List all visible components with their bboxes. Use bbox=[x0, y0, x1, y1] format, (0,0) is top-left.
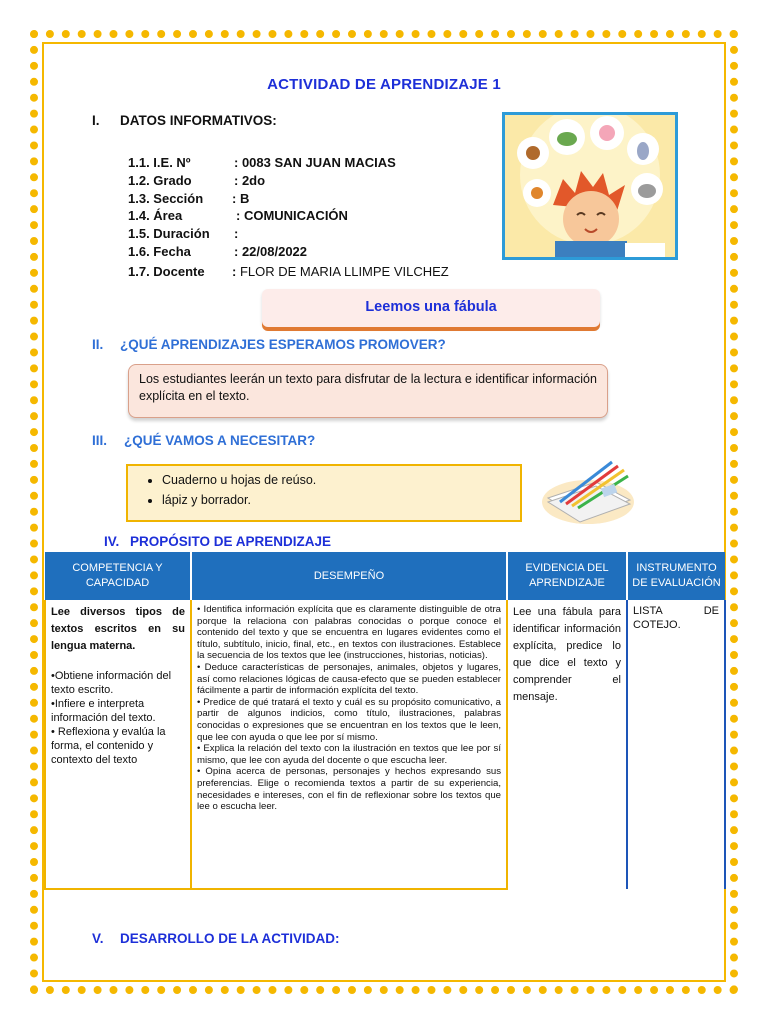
section-3-heading bbox=[92, 433, 315, 448]
cell-evidencia: Lee una fábula para identificar información explícita, predice lo que dice el texto y comprender el mensaje. bbox=[507, 600, 627, 889]
section-3-number: III. bbox=[92, 433, 108, 448]
section-1-heading bbox=[92, 113, 277, 128]
capacidad-item: •Obtiene información del texto escrito. bbox=[51, 670, 172, 696]
competencia-title: Lee diversos tipos de textos escritos en su lengua materna. bbox=[51, 606, 185, 652]
info-value: : COMUNICACIÓN bbox=[236, 208, 348, 223]
header-desempeno: DESEMPEÑO bbox=[191, 552, 507, 600]
section-5-heading bbox=[92, 931, 340, 946]
cell-competencia bbox=[45, 600, 191, 889]
materials-list bbox=[128, 470, 520, 510]
child-dreaming-icon bbox=[505, 115, 675, 257]
info-value bbox=[232, 264, 449, 279]
info-colon: : bbox=[232, 264, 237, 279]
section-1-title: DATOS INFORMATIVOS: bbox=[120, 113, 277, 128]
desempeno-item: • Identifica información explícita que es claramente distinguible de otra porque la relaciona con palabras conocidas o porque conoce el contenido del texto y que se encuentra en lugares evidentes como el título, subtítulo, inicio, final, etc., en textos con ilustraciones. Establece la secuencia de los textos que lee (instrucciones, historias, noticias). bbox=[197, 604, 501, 662]
info-row-seccion bbox=[128, 191, 250, 206]
capacidad-item: • Reflexiona y evalúa la forma, el contenido y contexto del texto bbox=[51, 726, 166, 766]
learning-goal-box bbox=[128, 364, 608, 418]
info-row-grado bbox=[128, 173, 266, 188]
materials-item: • lápiz y borrador. bbox=[162, 490, 520, 510]
desempeno-item: • Explica la relación del texto con la ilustración en textos que lee por sí mismo, que lee con ayuda del docente o que escucha leer. bbox=[197, 743, 501, 766]
materials-item: • Cuaderno u hojas de reúso. bbox=[162, 470, 520, 490]
section-5-number: V. bbox=[92, 931, 104, 946]
section-3-title: ¿QUÉ VAMOS A NECESITAR? bbox=[124, 433, 316, 448]
header-evidencia: EVIDENCIA DEL APRENDIZAJE bbox=[507, 552, 627, 600]
notebook-pencils-icon bbox=[540, 452, 636, 530]
capacidad-item: •Infiere e interpreta información del texto. bbox=[51, 698, 156, 724]
info-row-fecha bbox=[128, 244, 308, 259]
info-row-docente bbox=[128, 264, 449, 279]
desempeno-item: • Deduce características de personajes, animales, objetos y lugares, así como relaciones lógicas de causa-efecto que se pueden establecer fácilmente a partir de información explícita del texto. bbox=[197, 661, 501, 697]
info-key: 1.3. Sección bbox=[128, 191, 204, 206]
section-4-heading bbox=[104, 534, 331, 549]
table-header-row bbox=[45, 552, 725, 600]
info-key: 1.4. Área bbox=[128, 208, 183, 223]
info-key: 1.1. I.E. Nº bbox=[128, 155, 191, 170]
info-key: 1.5. Duración bbox=[128, 226, 210, 241]
page-title: ACTIVIDAD DE APRENDIZAJE 1 bbox=[267, 76, 501, 93]
materials-box bbox=[126, 464, 522, 522]
section-2-title: ¿QUÉ APRENDIZAJES ESPERAMOS PROMOVER? bbox=[120, 337, 446, 352]
learning-goal-text: Los estudiantes leerán un texto para disfrutar de la lectura e identificar información explícita en el texto. bbox=[139, 372, 597, 403]
section-2-heading bbox=[92, 337, 446, 352]
table-row bbox=[45, 600, 725, 889]
info-key: 1.6. Fecha bbox=[128, 244, 191, 259]
learning-purpose-table bbox=[44, 552, 726, 890]
info-value: : bbox=[234, 226, 239, 241]
child-reading-illustration bbox=[502, 112, 678, 260]
section-4-title: PROPÓSITO DE APRENDIZAJE bbox=[130, 534, 332, 549]
info-value-docente: FLOR DE MARIA LLIMPE VILCHEZ bbox=[239, 264, 449, 279]
info-key: 1.2. Grado bbox=[128, 173, 192, 188]
section-5-title: DESARROLLO DE LA ACTIVIDAD: bbox=[120, 931, 340, 946]
lesson-title-banner: Leemos una fábula bbox=[262, 289, 600, 327]
cell-desempeno bbox=[191, 600, 507, 889]
info-row-duracion bbox=[128, 226, 239, 241]
info-row-area bbox=[128, 208, 348, 223]
section-2-number: II. bbox=[92, 337, 104, 352]
section-1-number: I. bbox=[92, 113, 100, 128]
cell-instrumento: LISTA DE COTEJO. bbox=[627, 600, 725, 889]
desempeno-item: • Opina acerca de personas, personajes y hechos expresando sus preferencias. Elige o recomienda textos a partir de su experiencia, necesidades e intereses, con el fin de reflexionar sobre los textos que lee o escucha leer. bbox=[197, 766, 501, 813]
info-key: 1.7. Docente bbox=[128, 264, 205, 279]
section-4-number: IV. bbox=[104, 534, 120, 549]
info-row-ie bbox=[128, 155, 396, 170]
header-instrumento: INSTRUMENTO DE EVALUACIÓN bbox=[627, 552, 725, 600]
info-value: : 2do bbox=[234, 173, 266, 188]
header-competencia: COMPETENCIA Y CAPACIDAD bbox=[45, 552, 191, 600]
info-value: : B bbox=[232, 191, 250, 206]
info-value: : 0083 SAN JUAN MACIAS bbox=[234, 155, 396, 170]
info-value: : 22/08/2022 bbox=[234, 244, 308, 259]
desempeno-item: • Predice de qué tratará el texto y cuál es su propósito comunicativo, a partir de algunos indicios, como título, ilustraciones, palabras conocidas o expresiones que se encuentran en los textos que le leen, que lee con ayuda o que lee por sí mismo. bbox=[197, 696, 501, 743]
